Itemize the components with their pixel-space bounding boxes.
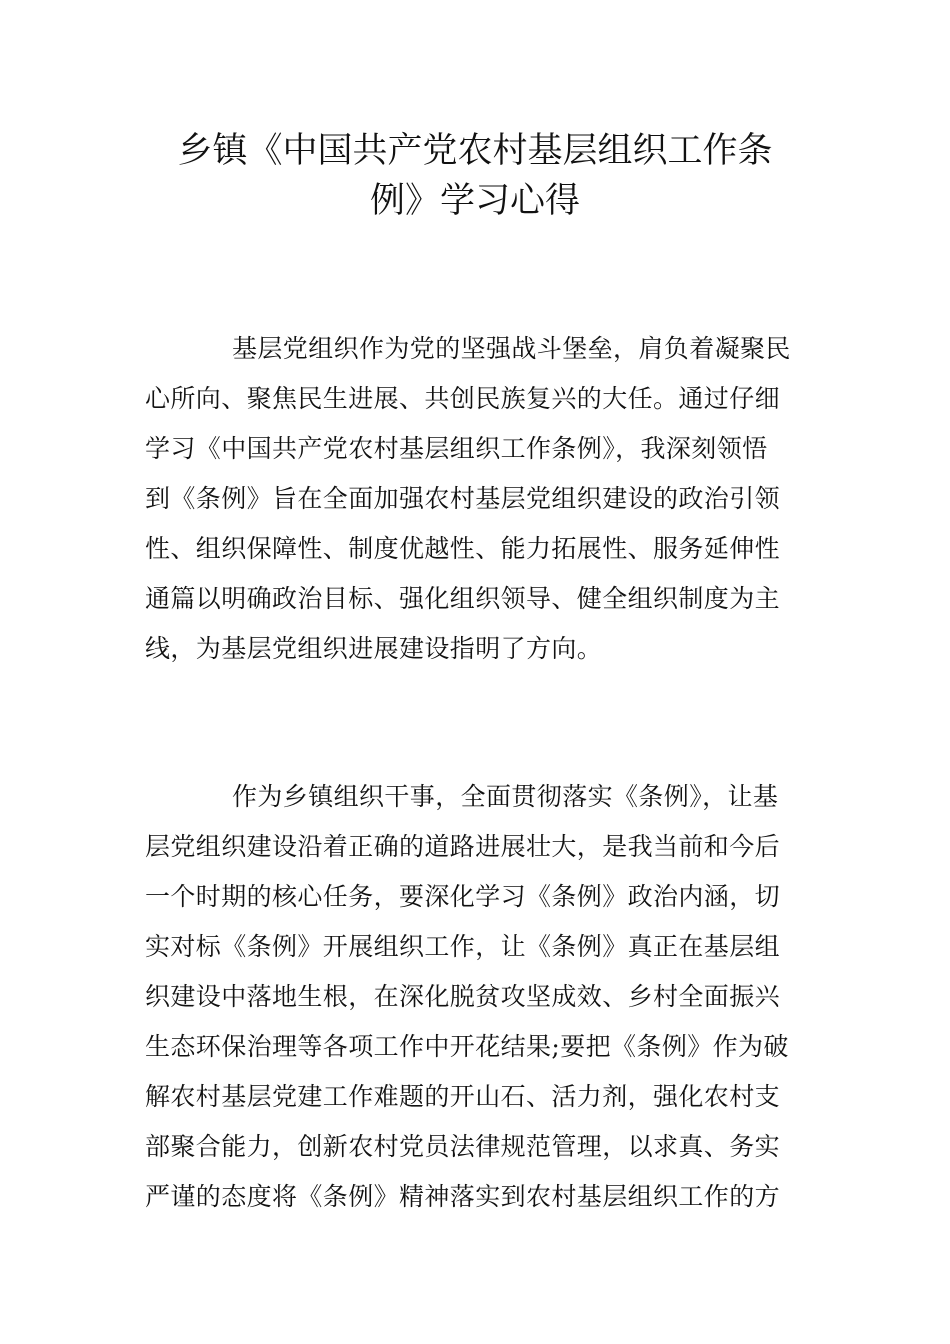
paragraph-1-line: 心所向、聚焦民生进展、共创民族复兴的大任。通过仔细	[145, 384, 781, 413]
paragraph-2-line: 作为乡镇组织干事，全面贯彻落实《条例》，让基	[232, 782, 779, 811]
paragraph-1-line: 到《条例》旨在全面加强农村基层党组织建设的政治引领	[145, 484, 781, 513]
document-title-line-1: 乡镇《中国共产党农村基层组织工作条	[177, 131, 773, 171]
paragraph-2-line: 实对标《条例》开展组织工作，让《条例》真正在基层组	[145, 932, 781, 961]
paragraph-1-line: 学习《中国共产党农村基层组织工作条例》，我深刻领悟	[145, 434, 768, 463]
paragraph-2-line: 织建设中落地生根，在深化脱贫攻坚成效、乡村全面振兴	[145, 982, 781, 1011]
paragraph-2-line: 层党组织建设沿着正确的道路进展壮大，是我当前和今后	[145, 832, 781, 861]
paragraph-1-line: 性、组织保障性、制度优越性、能力拓展性、服务延伸性	[145, 534, 781, 563]
paragraph-2-line: 一个时期的核心任务，要深化学习《条例》政治内涵，切	[145, 882, 781, 911]
document-title-line-2: 例》学习心得	[369, 181, 580, 221]
paragraph-1-line: 线，为基层党组织进展建设指明了方向。	[145, 634, 603, 663]
paragraph-1-line: 通篇以明确政治目标、强化组织领导、健全组织制度为主	[145, 584, 781, 613]
paragraph-2-line: 解农村基层党建工作难题的开山石、活力剂，强化农村支	[145, 1082, 781, 1111]
paragraph-2-line: 生态环保治理等各项工作中开花结果;要把《条例》作为破	[145, 1032, 789, 1061]
paragraph-2-line: 部聚合能力，创新农村党员法律规范管理，以求真、务实	[145, 1132, 781, 1161]
paragraph-1-line: 基层党组织作为党的坚强战斗堡垒，肩负着凝聚民	[232, 334, 791, 363]
paragraph-2-line: 严谨的态度将《条例》精神落实到农村基层组织工作的方	[145, 1182, 781, 1211]
